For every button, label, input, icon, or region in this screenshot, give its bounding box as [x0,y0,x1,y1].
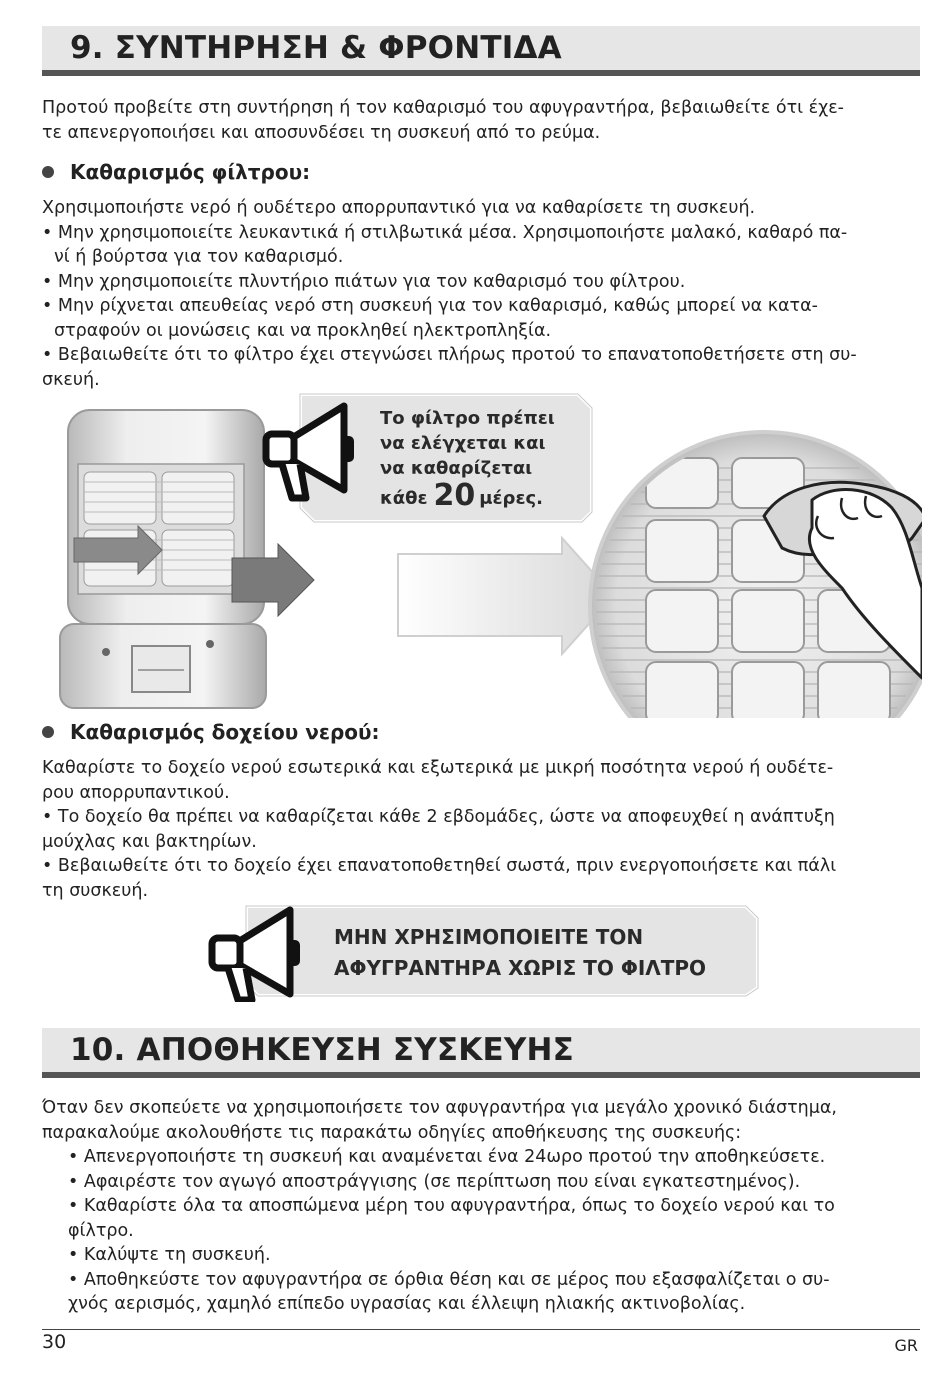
filter-bullet-4-cont: σκευή. [42,369,100,390]
section-10-title: 10. ΑΠΟΘΗΚΕΥΣΗ ΣΥΣΚΕΥΗΣ [70,1032,575,1068]
intro-line-2: τε απενεργοποιήσει και αποσυνδέσει τη συσκευή από το ρεύμα. [42,122,601,143]
tank-bullet-2: • Βεβαιωθείτε ότι το δοχείο έχει επανατοποθετηθεί σωστά, πριν ενεργοποιήσετε και πάλι [42,856,837,876]
tank-heading-text: Καθαρισμός δοχείου νερού: [70,720,380,744]
section-10-body [42,1096,922,1317]
storage-bullet-3-cont: φίλτρο. [68,1220,134,1241]
bullet-dot-icon [42,726,54,738]
footer-rule [42,1329,920,1330]
tank-bullet-1: • Το δοχείο θα πρέπει να καθαρίζεται κάθε 2 εβδομάδες, ώστε να αποφευχθεί η ανάπτυξη [42,807,835,827]
filter-callout-number: 20 [433,478,476,513]
filter-bullet-2: • Μην χρησιμοποιείτε πλυντήριο πιάτων για τον καθαρισμό του φίλτρου. [42,271,686,292]
bullet-dot-icon [42,166,54,178]
filter-callout-line-4 [380,478,555,513]
arrow-right-icon [398,538,614,654]
filter-lead: Χρησιμοποιήστε νερό ή ουδέτερο απορρυπαντικό για να καθαρίσετε τη συσκευή. [42,198,756,218]
tank-bullet-1-cont: μούχλας και βακτηρίων. [42,831,257,852]
intro-line-1: Προτού προβείτε στη συντήρηση ή τον καθαρισμό του αφυγραντήρα, βεβαιωθείτε ότι έχε- [42,98,844,118]
storage-bullet-3: • Καθαρίστε όλα τα αποσπώμενα μέρη του αφυγραντήρα, όπως το δοχείο νερού και το [68,1196,835,1216]
storage-bullet-5: • Αποθηκεύστε τον αφυγραντήρα σε όρθια θέση και σε μέρος που εξασφαλίζεται ο συ- [68,1269,830,1290]
tank-bullet-2-cont: τη συσκευή. [42,880,149,901]
storage-bullet-2: • Αφαιρέστε τον αγωγό αποστράγγισης (σε περίπτωση που είναι εγκατεστημένος). [68,1171,801,1192]
section-10-header [42,1028,920,1078]
storage-bullet-4: • Καλύψτε τη συσκευή. [68,1245,271,1265]
filter-heading-text: Καθαρισμός φίλτρου: [70,160,311,184]
storage-bullet-5-cont: χνός αερισμός, χαμηλό επίπεδο υγρασίας και έλλειψη ηλιακής ακτινοβολίας. [68,1294,746,1314]
section-9-intro [42,96,922,145]
language-code: GR [894,1336,918,1355]
filter-bullet-3-cont: στραφούν οι μονώσεις και να προκληθεί ηλεκτροπληξία. [54,320,552,341]
filter-callout-prefix: κάθε [380,488,428,509]
filter-callout-line-3: να καθαρίζεται [380,458,533,479]
filter-heading [42,160,310,184]
filter-bullet-1: • Μην χρησιμοποιείτε λευκαντικά ή στιλβωτικά μέσα. Χρησιμοποιήστε μαλακό, καθαρό πα- [42,222,848,243]
storage-bullet-1: • Απενεργοποιήστε τη συσκευή και αναμένεται ένα 24ωρο προτού την αποθηκεύσετε. [68,1147,826,1167]
filter-callout-line-2: να ελέγχεται και [380,433,546,454]
page-number: 30 [42,1331,67,1353]
filter-bullet-3: • Μην ρίχνεται απευθείας νερό στη συσκευή για τον καθαρισμό, καθώς μπορεί να κατα- [42,296,818,316]
tank-heading [42,720,380,744]
filter-callout-line-1: Το φίλτρο πρέπει [380,408,555,429]
section-9-title: 9. ΣΥΝΤΗΡΗΣΗ & ΦΡΟΝΤΙΔΑ [70,30,562,66]
tank-lead-2: ρου απορρυπαντικού. [42,782,230,803]
storage-intro-2: παρακαλούμε ακολουθήστε τις παρακάτω οδηγίες αποθήκευσης της συσκευής: [42,1122,742,1143]
filter-bullet-1-cont: νί ή βούρτσα για τον καθαρισμό. [54,247,344,267]
no-filter-line-1: ΜΗΝ ΧΡΗΣΙΜΟΠΟΙΕΙΤΕ ΤΟΝ [334,925,644,949]
storage-intro-1: Όταν δεν σκοπεύετε να χρησιμοποιήσετε τον αφυγραντήρα για μεγάλο χρονικό διάστημα, [42,1098,837,1118]
filter-callout-suffix: μέρες. [479,488,543,509]
filter-instructions [42,196,922,392]
tank-lead-1: Καθαρίστε το δοχείο νερού εσωτερικά και εξωτερικά με μικρή ποσότητα νερού ή ουδέτε- [42,758,834,778]
no-filter-callout-text [334,922,706,984]
filter-bullet-4: • Βεβαιωθείτε ότι το φίλτρο έχει στεγνώσει πλήρως προτού το επανατοποθετήσετε στη συ- [42,345,857,365]
no-filter-line-2: ΑΦΥΓΡΑΝΤΗΡΑ ΧΩΡΙΣ ΤΟ ΦΙΛΤΡΟ [334,956,707,980]
filter-callout-text [380,406,555,511]
tank-instructions [42,756,922,903]
section-9-header [42,26,920,76]
